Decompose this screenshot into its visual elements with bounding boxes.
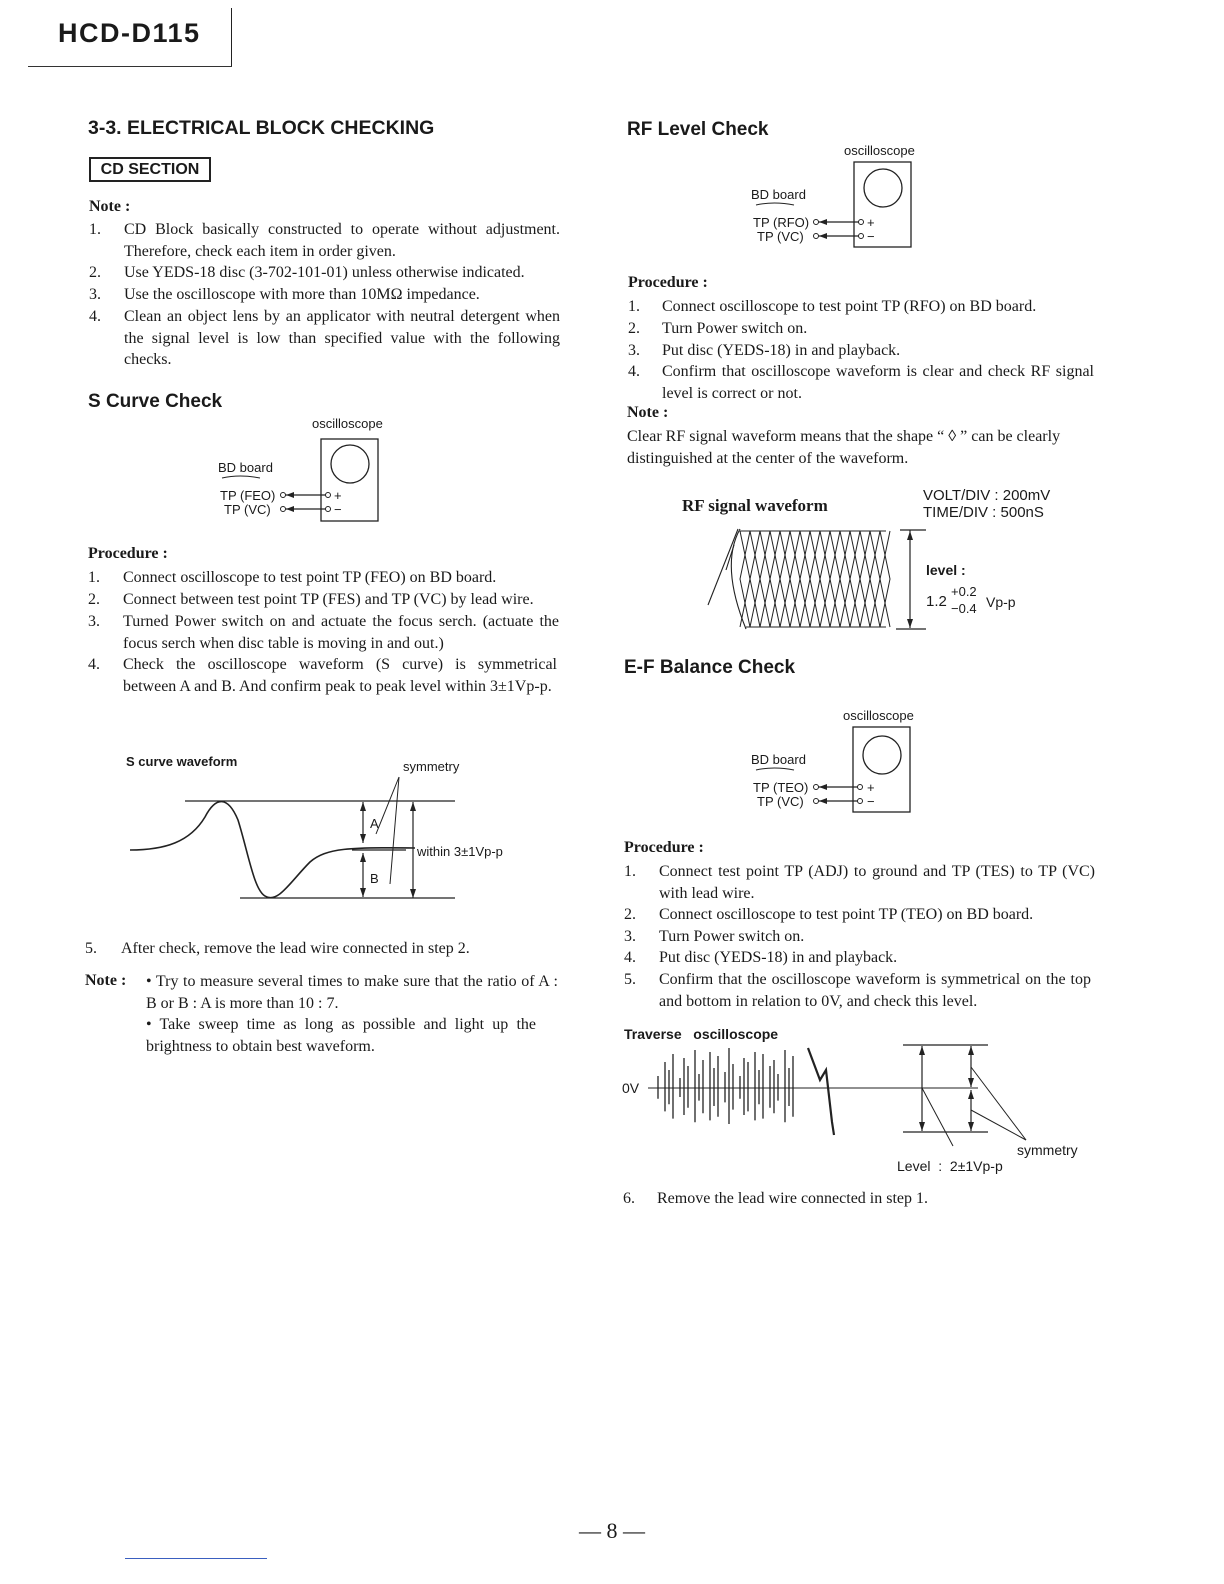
note-number: 1. xyxy=(89,221,101,238)
step-number: 4. xyxy=(628,363,640,380)
traverse-waveform xyxy=(648,1040,1038,1150)
step-number: 1. xyxy=(628,298,640,315)
procedure-step: Turn Power switch on. xyxy=(659,928,805,945)
step5-number: 5. xyxy=(85,940,97,957)
section-title: 3-3. ELECTRICAL BLOCK CHECKING xyxy=(88,117,435,139)
ef-tp-teo: TP (TEO) xyxy=(753,780,809,795)
note-item: Use the oscilloscope with more than 10MΩ impedance. xyxy=(124,286,480,303)
rf-volt-div: VOLT/DIV : 200mV xyxy=(923,487,1051,504)
traverse-symmetry-label: symmetry xyxy=(1017,1142,1078,1158)
s-plus: + xyxy=(334,488,342,503)
note-label: Note : xyxy=(89,198,131,215)
note2-item: • Take sweep time as long as possible and light up the brightness to obtain best waveform. xyxy=(146,1016,536,1055)
step-number: 3. xyxy=(88,613,100,630)
rf-tp-vc: TP (VC) xyxy=(757,229,804,244)
s-oscilloscope-label: oscilloscope xyxy=(312,416,383,431)
step-number: 1. xyxy=(624,863,636,880)
rf-level-base: 1.2 xyxy=(926,593,947,610)
note-number: 2. xyxy=(89,264,101,281)
step-number: 1. xyxy=(88,569,100,586)
s-mark-b: B xyxy=(370,871,379,886)
rf-board-label: BD board xyxy=(751,187,806,202)
note-item: Clean an object lens by an applicator with neutral detergent when the signal level is low than specified value with the following checks. xyxy=(124,308,560,368)
ef-plus: + xyxy=(867,780,875,795)
traverse-level-label: Level : 2±1Vp-p xyxy=(897,1158,1003,1174)
rf-level-plus: +0.2 xyxy=(951,584,977,599)
ef-oscilloscope-label: oscilloscope xyxy=(843,708,914,723)
ef-tp-vc: TP (VC) xyxy=(757,794,804,809)
s-procedure-label: Procedure : xyxy=(88,545,168,562)
note2-label: Note : xyxy=(85,972,127,989)
procedure-step: Confirm that oscilloscope waveform is clear and check RF signal level is correct or not. xyxy=(662,363,1094,402)
s-curve-waveform-diagram xyxy=(120,772,470,907)
step-number: 2. xyxy=(628,320,640,337)
ef-procedure-label: Procedure : xyxy=(624,839,704,856)
step-number: 3. xyxy=(628,342,640,359)
note-item: Use YEDS-18 disc (3-702-101-01) unless otherwise indicated. xyxy=(124,264,525,281)
rf-note-label: Note : xyxy=(627,404,669,421)
step-number: 4. xyxy=(88,656,100,673)
rf-title: RF Level Check xyxy=(627,119,769,140)
note2-item: • Try to measure several times to make sure that the ratio of A : B or B : A is more than 10 : 7. xyxy=(146,973,558,1012)
header-underline xyxy=(28,66,232,67)
rf-procedure-label: Procedure : xyxy=(628,274,708,291)
ef-minus: − xyxy=(867,794,875,809)
rf-oscilloscope-label: oscilloscope xyxy=(844,143,915,158)
s-tp-vc: TP (VC) xyxy=(224,502,271,517)
s-board-label: BD board xyxy=(218,460,273,475)
rf-minus: − xyxy=(867,229,875,244)
traverse-label: Traverse oscilloscope xyxy=(624,1026,779,1042)
rf-level-label: level : xyxy=(926,562,966,578)
procedure-step: Connect oscilloscope to test point TP (FEO) on BD board. xyxy=(123,569,497,586)
procedure-step: Connect oscilloscope to test point TP (TEO) on BD board. xyxy=(659,906,1034,923)
s-tp-feo: TP (FEO) xyxy=(220,488,276,503)
procedure-step: Put disc (YEDS-18) in and playback. xyxy=(659,949,898,966)
rf-note-text: Clear RF signal waveform means that the shape “ ◊ ” can be clearly distinguished at the center of the waveform. xyxy=(627,428,1061,467)
procedure-step: Turned Power switch on and actuate the focus serch. (actuate the focus serch when disc table is moving in and out.) xyxy=(123,613,559,652)
procedure-step: Turn Power switch on. xyxy=(662,320,808,337)
procedure-step: Connect oscilloscope to test point TP (RFO) on BD board. xyxy=(662,298,1037,315)
ef-board-label: BD board xyxy=(751,752,806,767)
page-number: — 8 — xyxy=(579,1518,645,1543)
step-number: 3. xyxy=(624,928,636,945)
note-item: CD Block basically constructed to operate without adjustment. Therefore, check each item in order given. xyxy=(124,221,560,260)
step5-text: After check, remove the lead wire connected in step 2. xyxy=(121,940,470,957)
step-number: 5. xyxy=(624,971,636,988)
model-number: HCD-D115 xyxy=(58,18,201,48)
ef-hookup-diagram xyxy=(743,722,923,817)
step-number: 2. xyxy=(88,591,100,608)
procedure-step: Check the oscilloscope waveform (S curve) is symmetrical between A and B. And confirm peak to peak level within 3±1Vp-p. xyxy=(123,656,557,695)
step6-text: Remove the lead wire connected in step 1. xyxy=(657,1190,929,1207)
footer-rule xyxy=(125,1558,267,1559)
s-within-label: within 3±1Vp-p xyxy=(417,844,503,859)
rf-time-div: TIME/DIV : 500nS xyxy=(923,504,1044,521)
rf-level-minus: −0.4 xyxy=(951,601,977,616)
zero-v-label: 0V xyxy=(622,1080,640,1096)
procedure-step: Connect test point TP (ADJ) to ground and TP (TES) to TP (VC) with lead wire. xyxy=(659,863,1095,902)
s-curve-title: S Curve Check xyxy=(88,391,223,412)
rf-hookup-diagram xyxy=(743,157,923,252)
rf-tp-rfo: TP (RFO) xyxy=(753,215,810,230)
rf-eye-pattern xyxy=(700,525,935,637)
procedure-step: Put disc (YEDS-18) in and playback. xyxy=(662,342,901,359)
rf-wave-title: RF signal waveform xyxy=(682,496,828,515)
step6-number: 6. xyxy=(623,1190,635,1207)
s-curve-hookup-diagram xyxy=(210,430,390,525)
s-waveform-label: S curve waveform xyxy=(126,754,238,769)
s-mark-a: A xyxy=(370,816,379,831)
s-minus: − xyxy=(334,502,342,517)
step-number: 2. xyxy=(624,906,636,923)
procedure-step: Confirm that the oscilloscope waveform is symmetrical on the top and bottom in relation to 0V, and check this level. xyxy=(659,971,1091,1010)
note-number: 3. xyxy=(89,286,101,303)
note-number: 4. xyxy=(89,308,101,325)
procedure-step: Connect between test point TP (FES) and TP (VC) by lead wire. xyxy=(123,591,534,608)
s-symmetry-label: symmetry xyxy=(403,759,460,774)
cd-section-badge: CD SECTION xyxy=(89,157,211,182)
step-number: 4. xyxy=(624,949,636,966)
header-divider xyxy=(231,8,232,66)
ef-title: E-F Balance Check xyxy=(624,657,796,678)
rf-plus: + xyxy=(867,215,875,230)
rf-level-unit: Vp-p xyxy=(986,594,1016,610)
